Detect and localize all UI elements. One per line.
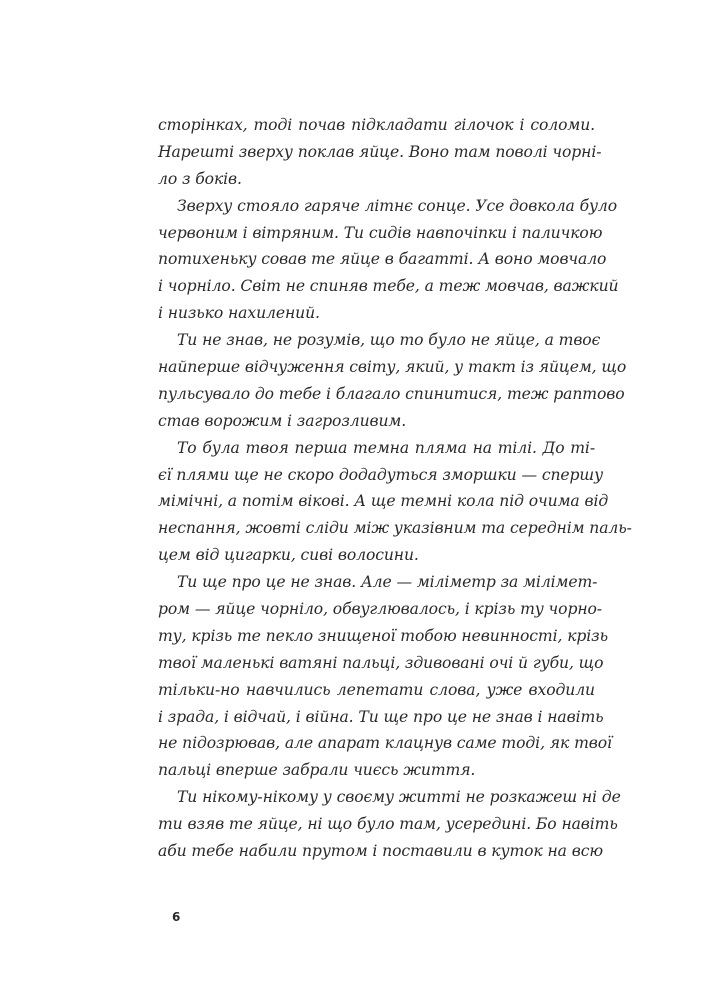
page-number: 6 (172, 910, 181, 924)
text-line: ло з боків. (158, 169, 242, 188)
text-line: цем від цигарки, сиві волосини. (158, 546, 419, 565)
text-line: сторінках, тоді почав підкладати гілочок і соломи. (158, 116, 595, 134)
text-line: мімічні, а потім вікові. А ще темні кола під очима від (158, 492, 609, 511)
text-line: найперше відчуження світу, який, у такт із яйцем, що (158, 358, 627, 377)
text-line: Нарешті зверху поклав яйце. Воно там поволі чорні- (158, 142, 602, 161)
text-line: неспання, жовті сліди між указівним та середнім паль- (158, 519, 632, 538)
text-line: твої маленькі ватяні пальці, здивовані очі й губи, що (158, 653, 604, 672)
text-line: і зрада, і відчай, і війна. Ти ще про це не знав і навіть (158, 707, 604, 726)
text-line: потихеньку совав те яйце в багатті. А воно мовчало (158, 250, 607, 269)
text-line: Ти нікому-нікому у своєму житті не розкажеш ні де (177, 788, 621, 807)
text-line: Ти ще про це не знав. Але — міліметр за мілімет- (177, 573, 598, 592)
text-line: ром — яйце чорніло, обвуглювалось, і крізь ту чорно- (158, 600, 602, 619)
text-line: пальці вперше забрали чиєсь життя. (158, 761, 476, 780)
text-line: То була твоя перша темна пляма на тілі. До ті- (177, 438, 595, 457)
text-line: тільки-но навчились лепетати слова, уже входили (158, 680, 595, 699)
text-line: не підозрював, але апарат клацнув саме тоді, як твої (158, 734, 612, 753)
text-line: і низько нахилений. (158, 304, 320, 323)
text-line: єї плями ще не скоро додадуться зморшки — спершу (158, 465, 604, 484)
text-line: і чорніло. Світ не спиняв тебе, а теж мовчав, важкий (158, 277, 619, 296)
text-line: став ворожим і загрозливим. (158, 411, 407, 430)
text-line: Зверху стояло гаряче літнє сонце. Усе довкола було (177, 196, 618, 215)
text-line: пульсувало до тебе і благало спинитися, теж раптово (158, 384, 625, 403)
text-line: ти взяв те яйце, ні що було там, усередині. Бо навіть (158, 815, 618, 834)
text-line: Ти не знав, не розумів, що то було не яйце, а твоє (177, 331, 601, 350)
book-page-text (158, 112, 632, 865)
text-line: ту, крізь те пекло знищеної тобою невинності, крізь (158, 626, 608, 645)
text-line: аби тебе набили прутом і поставили в куток на всю (158, 842, 603, 861)
text-line: червоним і вітряним. Ти сидів навпочіпки і паличкою (158, 223, 603, 242)
